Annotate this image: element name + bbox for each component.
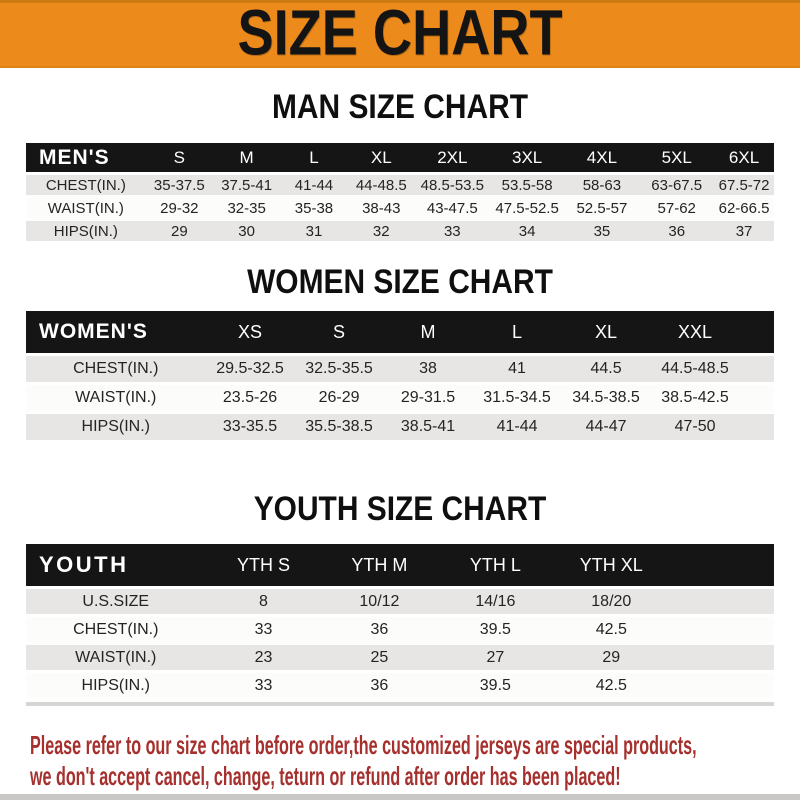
women-table-title: WOMEN'S [26, 311, 206, 353]
cell: 53.5-58 [490, 175, 565, 195]
order-policy-line-2: we don't accept cancel, change, teturn or refund after order has been placed! [30, 761, 621, 791]
cell: 29 [553, 645, 669, 670]
men-col-header: S [146, 143, 213, 172]
cell: 32 [348, 221, 415, 241]
cell: 62-66.5 [714, 198, 774, 218]
cell: 10/12 [321, 589, 437, 614]
cell: 36 [321, 617, 437, 642]
row-label: CHEST(IN.) [26, 175, 146, 195]
women-col-header: XS [206, 311, 295, 353]
page-bottom-divider [0, 794, 800, 800]
cell: 30 [213, 221, 280, 241]
men-waist-row [26, 198, 774, 218]
cell: 8 [206, 589, 322, 614]
cell: 25 [321, 645, 437, 670]
cell: 37.5-41 [213, 175, 280, 195]
spacer-cell [669, 544, 774, 586]
cell: 34.5-38.5 [562, 385, 651, 411]
men-col-header: 5XL [639, 143, 714, 172]
cell: 43-47.5 [415, 198, 490, 218]
youth-waist-row [26, 645, 774, 670]
cell: 32-35 [213, 198, 280, 218]
cell: 26-29 [295, 385, 384, 411]
row-label: U.S.SIZE [26, 589, 206, 614]
youth-col-header: YTH M [321, 544, 437, 586]
youth-header-row [26, 544, 774, 586]
spacer-cell [740, 311, 774, 353]
youth-table-title: YOUTH [26, 544, 206, 586]
spacer-cell [669, 589, 774, 614]
cell: 44-47 [562, 414, 651, 440]
spacer-cell [669, 617, 774, 642]
men-col-header: 3XL [490, 143, 565, 172]
cell: 37 [714, 221, 774, 241]
youth-hips-row [26, 673, 774, 698]
order-policy-line-1: Please refer to our size chart before order,the customized jerseys are special products, [30, 730, 697, 760]
row-label: WAIST(IN.) [26, 645, 206, 670]
cell: 31.5-34.5 [473, 385, 562, 411]
cell: 41-44 [280, 175, 347, 195]
cell: 35-37.5 [146, 175, 213, 195]
cell: 63-67.5 [639, 175, 714, 195]
cell: 39.5 [437, 617, 553, 642]
women-header-row [26, 311, 774, 353]
cell: 33 [206, 673, 322, 698]
women-col-header: L [473, 311, 562, 353]
women-chest-row [26, 356, 774, 382]
cell: 44.5 [562, 356, 651, 382]
man-section-heading: MAN SIZE CHART [272, 88, 528, 126]
cell: 18/20 [553, 589, 669, 614]
men-size-table [26, 140, 774, 244]
cell: 52.5-57 [565, 198, 640, 218]
women-col-header: S [295, 311, 384, 353]
youth-section-heading: YOUTH SIZE CHART [253, 490, 547, 528]
cell: 34 [490, 221, 565, 241]
cell: 29.5-32.5 [206, 356, 295, 382]
youth-col-header: YTH XL [553, 544, 669, 586]
cell: 38-43 [348, 198, 415, 218]
row-label: CHEST(IN.) [26, 617, 206, 642]
spacer-cell [740, 356, 774, 382]
youth-col-header: YTH S [206, 544, 322, 586]
cell: 29-31.5 [384, 385, 473, 411]
row-label: CHEST(IN.) [26, 356, 206, 382]
size-chart-banner [0, 0, 800, 68]
cell: 42.5 [553, 673, 669, 698]
women-waist-row [26, 385, 774, 411]
men-hips-row [26, 221, 774, 241]
cell: 36 [321, 673, 437, 698]
women-col-header: XL [562, 311, 651, 353]
youth-ussize-row [26, 589, 774, 614]
men-col-header: 6XL [714, 143, 774, 172]
cell: 47.5-52.5 [490, 198, 565, 218]
order-policy-note [30, 730, 800, 792]
cell: 38.5-42.5 [651, 385, 740, 411]
cell: 42.5 [553, 617, 669, 642]
cell: 27 [437, 645, 553, 670]
women-size-table [26, 308, 774, 443]
row-label: HIPS(IN.) [26, 673, 206, 698]
table-bottom-divider [26, 702, 774, 706]
cell: 29 [146, 221, 213, 241]
cell: 57-62 [639, 198, 714, 218]
cell: 39.5 [437, 673, 553, 698]
cell: 35 [565, 221, 640, 241]
row-label: WAIST(IN.) [26, 385, 206, 411]
men-col-header: L [280, 143, 347, 172]
cell: 31 [280, 221, 347, 241]
cell: 36 [639, 221, 714, 241]
row-label: HIPS(IN.) [26, 414, 206, 440]
cell: 29-32 [146, 198, 213, 218]
men-col-header: M [213, 143, 280, 172]
cell: 58-63 [565, 175, 640, 195]
cell: 44.5-48.5 [651, 356, 740, 382]
cell: 33-35.5 [206, 414, 295, 440]
men-col-header: 2XL [415, 143, 490, 172]
men-header-row [26, 143, 774, 172]
spacer-cell [740, 385, 774, 411]
men-col-header: XL [348, 143, 415, 172]
cell: 47-50 [651, 414, 740, 440]
spacer-cell [669, 673, 774, 698]
cell: 48.5-53.5 [415, 175, 490, 195]
youth-chest-row [26, 617, 774, 642]
cell: 23 [206, 645, 322, 670]
cell: 35-38 [280, 198, 347, 218]
men-table-title: MEN'S [26, 143, 146, 172]
youth-size-table [26, 541, 774, 701]
banner-title: SIZE CHART [237, 0, 563, 69]
cell: 44-48.5 [348, 175, 415, 195]
row-label: WAIST(IN.) [26, 198, 146, 218]
cell: 38.5-41 [384, 414, 473, 440]
cell: 67.5-72 [714, 175, 774, 195]
women-hips-row [26, 414, 774, 440]
cell: 38 [384, 356, 473, 382]
men-chest-row [26, 175, 774, 195]
spacer-cell [740, 414, 774, 440]
cell: 14/16 [437, 589, 553, 614]
youth-col-header: YTH L [437, 544, 553, 586]
cell: 41-44 [473, 414, 562, 440]
cell: 33 [415, 221, 490, 241]
spacer-cell [669, 645, 774, 670]
women-section-heading: WOMEN SIZE CHART [247, 263, 553, 301]
women-col-header: M [384, 311, 473, 353]
women-col-header: XXL [651, 311, 740, 353]
cell: 41 [473, 356, 562, 382]
cell: 35.5-38.5 [295, 414, 384, 440]
cell: 33 [206, 617, 322, 642]
cell: 32.5-35.5 [295, 356, 384, 382]
row-label: HIPS(IN.) [26, 221, 146, 241]
men-col-header: 4XL [565, 143, 640, 172]
cell: 23.5-26 [206, 385, 295, 411]
